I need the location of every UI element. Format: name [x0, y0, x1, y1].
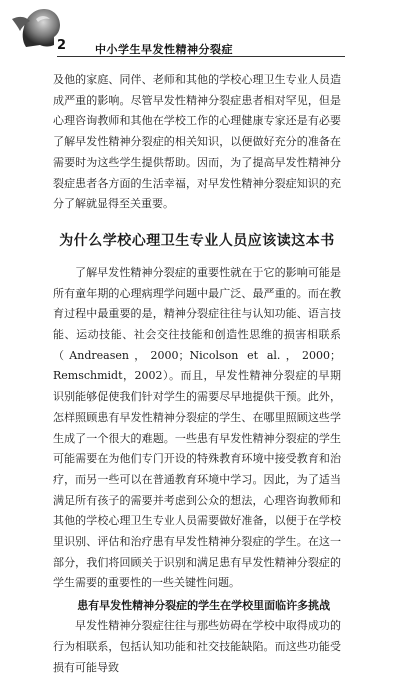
page-body: [53, 70, 341, 678]
series-logo-image: [10, 3, 62, 53]
running-title: 中小学生早发性精神分裂症: [95, 43, 233, 56]
paragraph-main: 了解早发性精神分裂症的重要性就在于它的影响可能是所有童年期的心理病理学问题中最广泛、最严重的。而在教育过程中最重要的是，精神分裂症往往与认知功能、语言技能、运动技能、社会交往技能和创造性思维的损害相联系（Andreasen，2000；Nicolson et al.，2000；Remschmidt，2002）。而且，早发性精神分裂症的早期识别能够促使我们针对学生的需要尽早地提供干预。此外，怎样照顾患有早发性精神分裂症的学生、在哪里照顾这些学生成了一个很大的难题。一些患有早发性精神分裂症的学生可能需要在为他们专门开设的特殊教育环境中接受教育和治疗，而另一些可以在普通教育环境中学习。因此，为了适当满足所有孩子的需要并考虑到公众的想法，心理咨询教师和其他的学校心理卫生专业人员需要做好准备，以便于在学校里识别、评估和治疗患有早发性精神分裂症的学生。在这一部分，我们将回顾关于识别和满足患有早发性精神分裂症的学生需要的重要性的一些关键性问题。: [53, 265, 341, 590]
section-heading: 为什么学校心理卫生专业人员应该读这本书: [59, 232, 335, 249]
sub-heading: 患有早发性精神分裂症的学生在学校里面临许多挑战: [77, 599, 331, 613]
head-silhouette-icon: [10, 3, 62, 53]
paragraph-last: 早发性精神分裂症往往与那些妨碍在学校中取得成功的行为相联系，包括认知功能和社交技能缺陷。而这些功能受损有可能导致: [53, 619, 341, 674]
paragraph-intro: 及他的家庭、同伴、老师和其他的学校心理卫生专业人员造成严重的影响。尽管早发性精神分裂症患者相对罕见，但是心理咨询教师和其他在学校工作的心理健康专家还是有必要了解早发性精神分裂症的相关知识，以便做好充分的准备在需要时为这些学生提供帮助。因而，为了提高早发性精神分裂症患者各方面的生活幸福，对早发性精神分裂症知识的充分了解就显得至关重要。: [53, 73, 341, 211]
page-number: 2: [57, 38, 67, 53]
page-header: [0, 0, 400, 62]
header-rule: [57, 56, 345, 57]
